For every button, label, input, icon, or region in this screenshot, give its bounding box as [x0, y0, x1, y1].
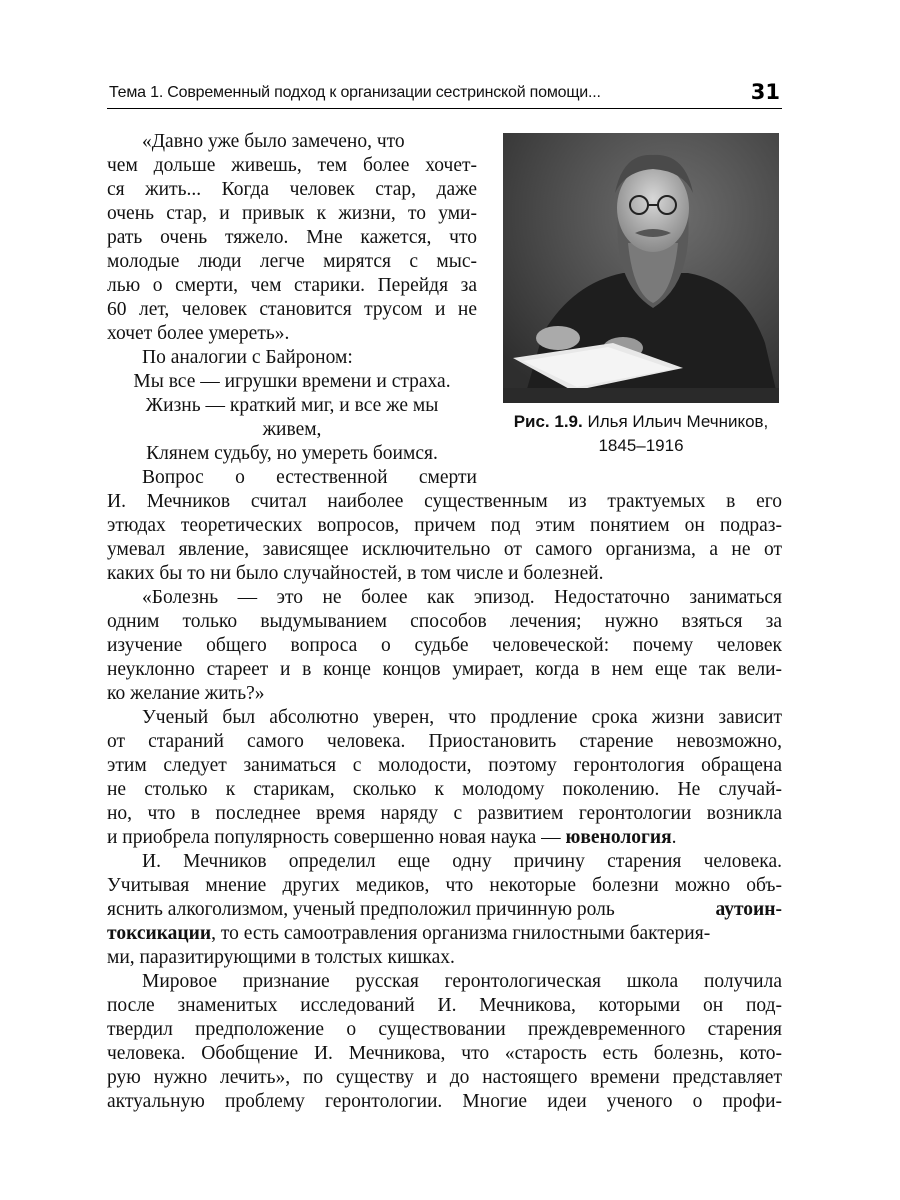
text-line: «Болезнь — это не более как эпизод. Недостаточно заниматься [142, 587, 782, 608]
text-line: твердил предположение о существовании преждевременного старения [107, 1019, 782, 1040]
text-line: умевал явление, зависящее исключительно от самого организма, а не от [107, 539, 782, 560]
text-line: Ученый был абсолютно уверен, что продление срока жизни зависит [142, 707, 782, 728]
text-line: Учитывая мнение других медиков, что некоторые болезни можно объ- [107, 875, 782, 896]
byron-intro: По аналогии с Байроном: [142, 347, 353, 368]
figure-caption [503, 410, 779, 458]
portrait-illustration [503, 133, 779, 403]
term-juvenology: ювенология [565, 827, 672, 848]
text-line: от стараний самого человека. Приостановить старение невозможно, [107, 731, 782, 752]
text-line: не столько к старикам, сколько к молодому поколению. Не случай- [107, 779, 782, 800]
text-line: ми, паразитирующими в толстых кишках. [107, 947, 455, 968]
quote-disease-episode [107, 586, 782, 706]
text-line: но, что в последнее время наряду с развитием геронтологии возникла [107, 803, 782, 824]
running-header [107, 82, 782, 109]
poem-line: Мы все — игрушки времени и страха. [133, 371, 451, 392]
paragraph-juvenology [107, 706, 782, 850]
term-autointoxication-part2: токсикации [107, 923, 212, 944]
text-line: «Давно уже было замечено, что [142, 131, 405, 152]
portrait-photo [503, 133, 779, 403]
text-line: изучение общего вопроса о судьбе человеческой: почему человек [107, 635, 782, 656]
text-line: одним только выдумыванием способов лечения; нужно взяться за [107, 611, 782, 632]
text-line: очень стар, и привык к жизни, то уми- [107, 203, 477, 224]
paragraph-world-recognition [107, 970, 782, 1114]
poem-line: Жизнь — краткий миг, и все же мы [145, 395, 439, 416]
text-line: ко желание жить?» [107, 683, 265, 704]
text-line: каких бы то ни было случайностей, в том числе и болезней. [107, 563, 604, 584]
text-line: после знаменитых исследований И. Мечникова, которыми он под- [107, 995, 782, 1016]
text-line [107, 826, 782, 850]
text-line: ся жить... Когда человек стар, даже [107, 179, 477, 200]
paragraph-natural-death [107, 466, 782, 586]
text-line: И. Мечников определил еще одну причину старения человека. [142, 851, 782, 872]
text-fragment: . [671, 827, 677, 848]
poem-line: Клянем судьбу, но умереть боимся. [146, 443, 438, 464]
text-line: человека. Обобщение И. Мечникова, что «старость есть болезнь, кото- [107, 1043, 782, 1064]
text-line: молодые люди легче мирятся с мыс- [107, 251, 477, 272]
text-fragment: и приобрела популярность совершенно новая наука — [107, 827, 566, 848]
text-line: И. Мечников считал наиболее существенным из трактуемых в его [107, 491, 782, 512]
text-line: лью о смерти, чем старики. Перейдя за [107, 275, 477, 296]
text-line: этюдах теоретических вопросов, причем под этим понятием он подраз- [107, 515, 782, 536]
term-autointoxication-part1: аутоин- [715, 899, 782, 920]
text-line: рую нужно лечить», по существу и до настоящего времени представляет [107, 1067, 782, 1088]
poem-line: живем, [262, 419, 322, 440]
figure-years: 1845–1916 [598, 436, 684, 455]
text-line [107, 898, 782, 922]
text-line: Вопрос о естественной смерти [142, 467, 477, 488]
text-line: рать очень тяжело. Мне кажется, что [107, 227, 477, 248]
paragraph-autointoxication [107, 850, 782, 970]
text-fragment: яснить алкоголизмом, ученый предположил причинную роль [107, 899, 615, 920]
text-line: неуклонно стареет и в конце концов умирает, когда в нем еще так вели- [107, 659, 782, 680]
text-line: этим следует заниматься с молодости, поэтому геронтология обращена [107, 755, 782, 776]
chapter-title: Тема 1. Современный подход к организации сестринской помощи... [109, 84, 601, 101]
text-line: хочет более умереть». [107, 323, 290, 344]
text-line [107, 922, 782, 946]
figure-person-name: Илья Ильич Мечников, [587, 412, 769, 431]
text-line: чем дольше живешь, тем более хочет- [107, 155, 477, 176]
text-line: 60 лет, человек становится трусом и не [107, 299, 477, 320]
text-line: Мировое признание русская геронтологическая школа получила [142, 971, 782, 992]
page-number: 31 [750, 80, 780, 104]
figure-label: Рис. 1.9. [513, 412, 583, 431]
byron-poem [107, 370, 477, 466]
text-line: актуальную проблему геронтологии. Многие идеи ученого о профи- [107, 1091, 782, 1112]
quote-mechnikov-old-age [107, 130, 477, 370]
text-fragment: , то есть самоотравления организма гнилостными бактерия- [211, 923, 711, 944]
